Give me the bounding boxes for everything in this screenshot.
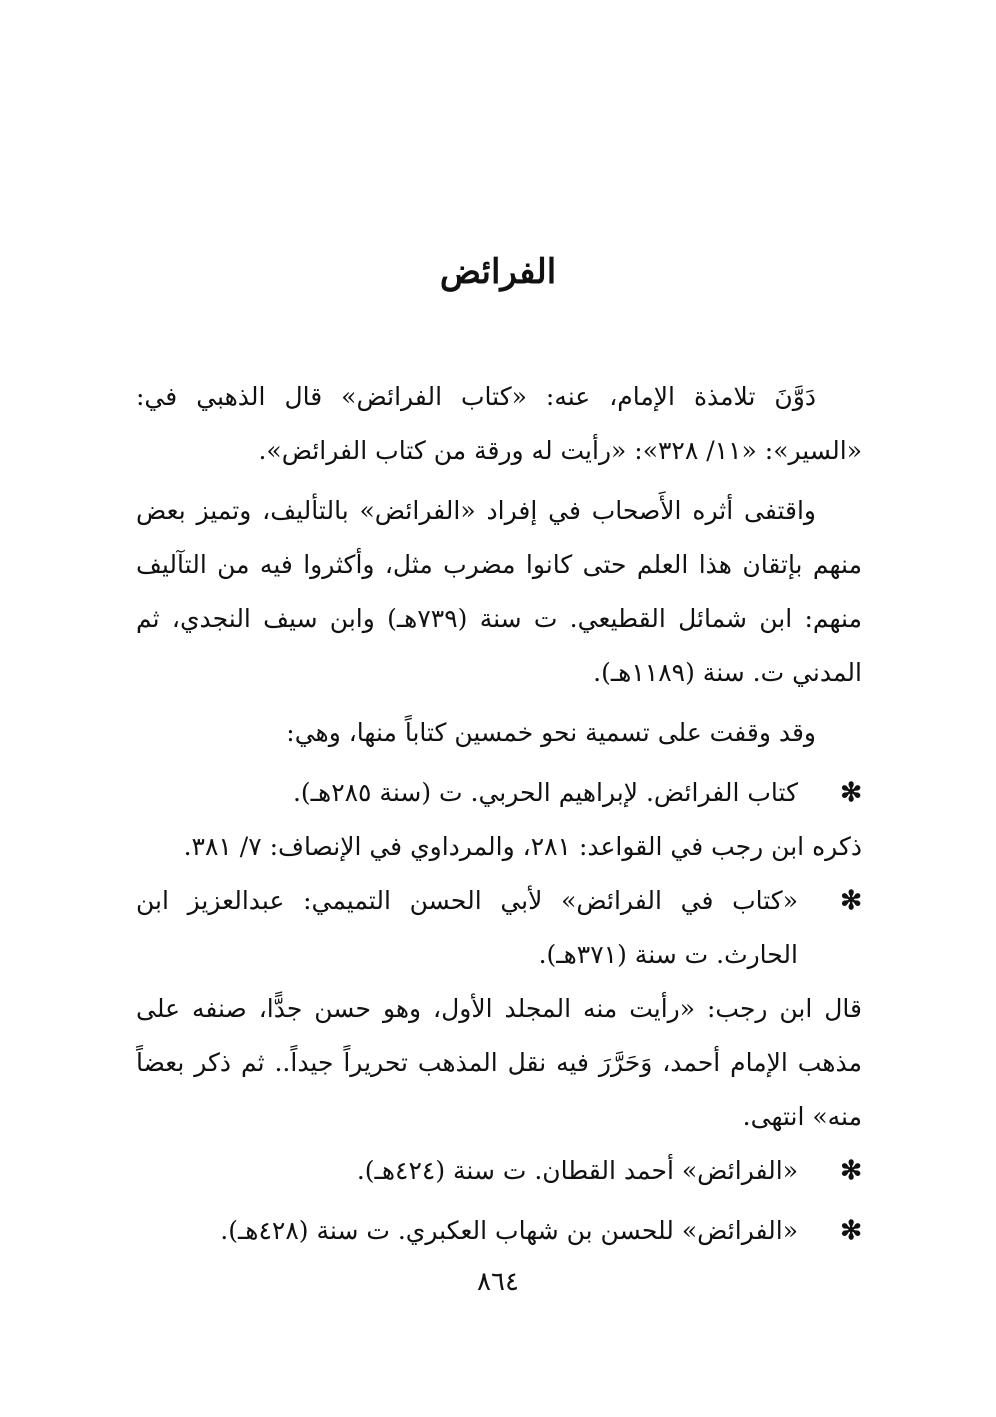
page-number: ٨٦٤ [477, 1267, 519, 1297]
list-item-text: «الفرائض» أحمد القطان. ت سنة (٤٢٤هـ). [356, 1156, 798, 1185]
page-body [136, 370, 862, 1258]
chapter-heading: الفرائض [439, 252, 557, 292]
list-item [136, 874, 862, 982]
asterisk-bullet-icon: ✻ [840, 1156, 862, 1186]
list-item-text: كتاب الفرائض. لإبراهيم الحربي. ت (سنة ٢٨٥هـ). [292, 778, 798, 807]
list-item-note: ذكره ابن رجب في القواعد: ٢٨١، والمرداوي في الإنصاف: ٧/ ٣٨١. [183, 832, 862, 861]
list-item-note: قال ابن رجب: «رأيت منه المجلد الأول، وهو حسن جدًّا، صنفه على مذهب الإمام أحمد، وَحَرَّرَ فيه نقل المذهب تحريراً جيداً.. ثم ذكر بعضاً منه» انتهى. [136, 994, 862, 1131]
asterisk-bullet-icon: ✻ [840, 778, 862, 808]
asterisk-bullet-icon: ✻ [840, 1216, 862, 1246]
list-item-text: «كتاب في الفرائض» لأبي الحسن التميمي: عبدالعزيز ابن الحارث. ت سنة (٣٧١هـ). [136, 886, 798, 969]
list-intro-paragraph: وقد وقفت على تسمية نحو خمسين كتاباً منها، وهي: [286, 718, 816, 747]
intro-paragraph: دَوَّنَ تلامذة الإمام، عنه: «كتاب الفرائض» قال الذهبي في: «السير»: «١١/ ٣٢٨»: «رأيت له ورقة من كتاب الفرائض». [136, 382, 862, 465]
list-item [136, 1204, 862, 1258]
list-item [136, 766, 862, 820]
asterisk-bullet-icon: ✻ [840, 886, 862, 916]
list-item [136, 1144, 862, 1198]
authors-paragraph: واقتفى أثره الأَصحاب في إفراد «الفرائض» بالتأليف، وتميز بعض منهم بإتقان هذا العلم حتى كانوا مضرب مثل، وأكثروا فيه من التآليف منهم: ابن شمائل القطيعي. ت سنة (٧٣٩هـ) وابن سيف النجدي، ثم المدني ت. سنة (١١٨٩هـ). [136, 496, 862, 687]
list-item-text: «الفرائض» للحسن بن شهاب العكبري. ت سنة (٤٢٨هـ). [220, 1216, 798, 1245]
